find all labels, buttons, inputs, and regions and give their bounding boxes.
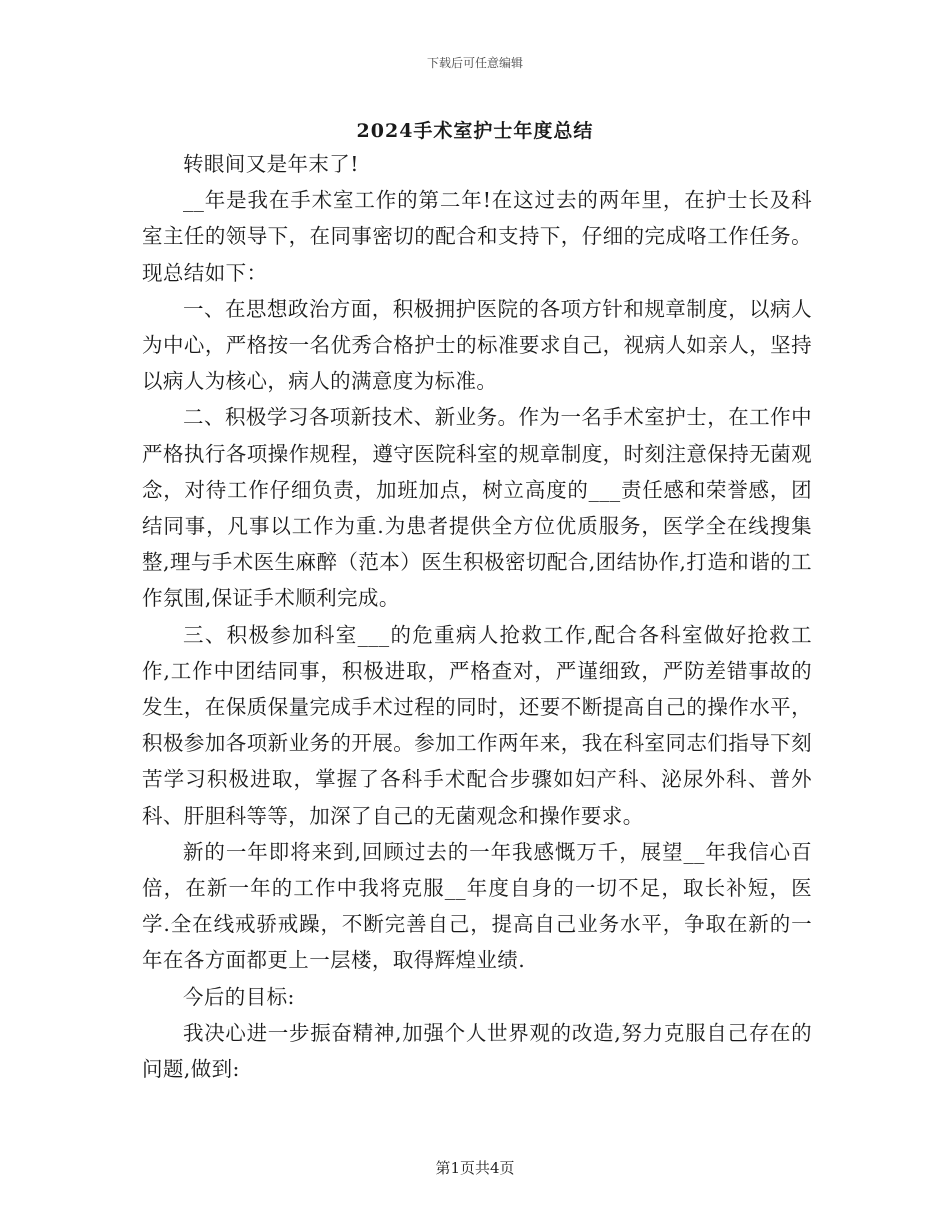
page-footer: 第1页共4页 [435, 1159, 515, 1177]
paragraph-outlook: 新的一年即将来到,回顾过去的一年我感慨万千，展望__年我信心百倍，在新一年的工作中我将克服__年度自身的一切不足，取长补短，医学.全在线戒骄戒躁，不断完善自己，提高自己业务水平，争取在新的一年在各方面都更上一层楼，取得辉煌业绩. [142, 839, 812, 973]
paragraph-opening: 转眼间又是年末了! [183, 152, 359, 176]
paragraph-intro: __年是我在手术室工作的第二年!在这过去的两年里，在护士长及科室主任的领导下，在同事密切的配合和支持下，仔细的完成咯工作任务。现总结如下： [142, 188, 812, 285]
document-body [142, 146, 812, 1087]
paragraph-section-3: 三、积极参加科室___的危重病人抢救工作,配合各科室做好抢救工作,工作中团结同事，积极进取，严格查对，严谨细致，严防差错事故的发生，在保质保量完成手术过程的同时，还要不断提高自己的操作水平，积极参加各项新业务的开展。参加工作两年来，我在科室同志们指导下刻苦学习积极进取，掌握了各科手术配合步骤如妇产科、泌尿外科、普外科、肝胆科等等，加深了自己的无菌观念和操作要求。 [142, 622, 812, 828]
header-note: 下载后可任意编辑 [426, 56, 523, 70]
paragraph-resolution: 我决心进一步振奋精神,加强个人世界观的改造,努力克服自己存在的问题,做到: [142, 1020, 812, 1082]
document-title: 2024手术室护士年度总结 [356, 120, 594, 142]
paragraph-section-2: 二、积极学习各项新技术、新业务。作为一名手术室护士，在工作中严格执行各项操作规程，遵守医院科室的规章制度，时刻注意保持无菌观念，对待工作仔细负责，加班加点，树立高度的___责任感和荣誉感，团结同事，凡事以工作为重.为患者提供全方位优质服务，医学全在线搜集整,理与手术医生麻醉（范本）医生积极密切配合,团结协作,打造和谐的工作氛围,保证手术顺利完成。 [142, 405, 812, 611]
paragraph-section-1: 一、在思想政治方面，积极拥护医院的各项方针和规章制度，以病人为中心，严格按一名优秀合格护士的标准要求自己，视病人如亲人，坚持以病人为核心，病人的满意度为标准。 [142, 296, 812, 394]
paragraph-goals-heading: 今后的目标: [183, 984, 295, 1009]
